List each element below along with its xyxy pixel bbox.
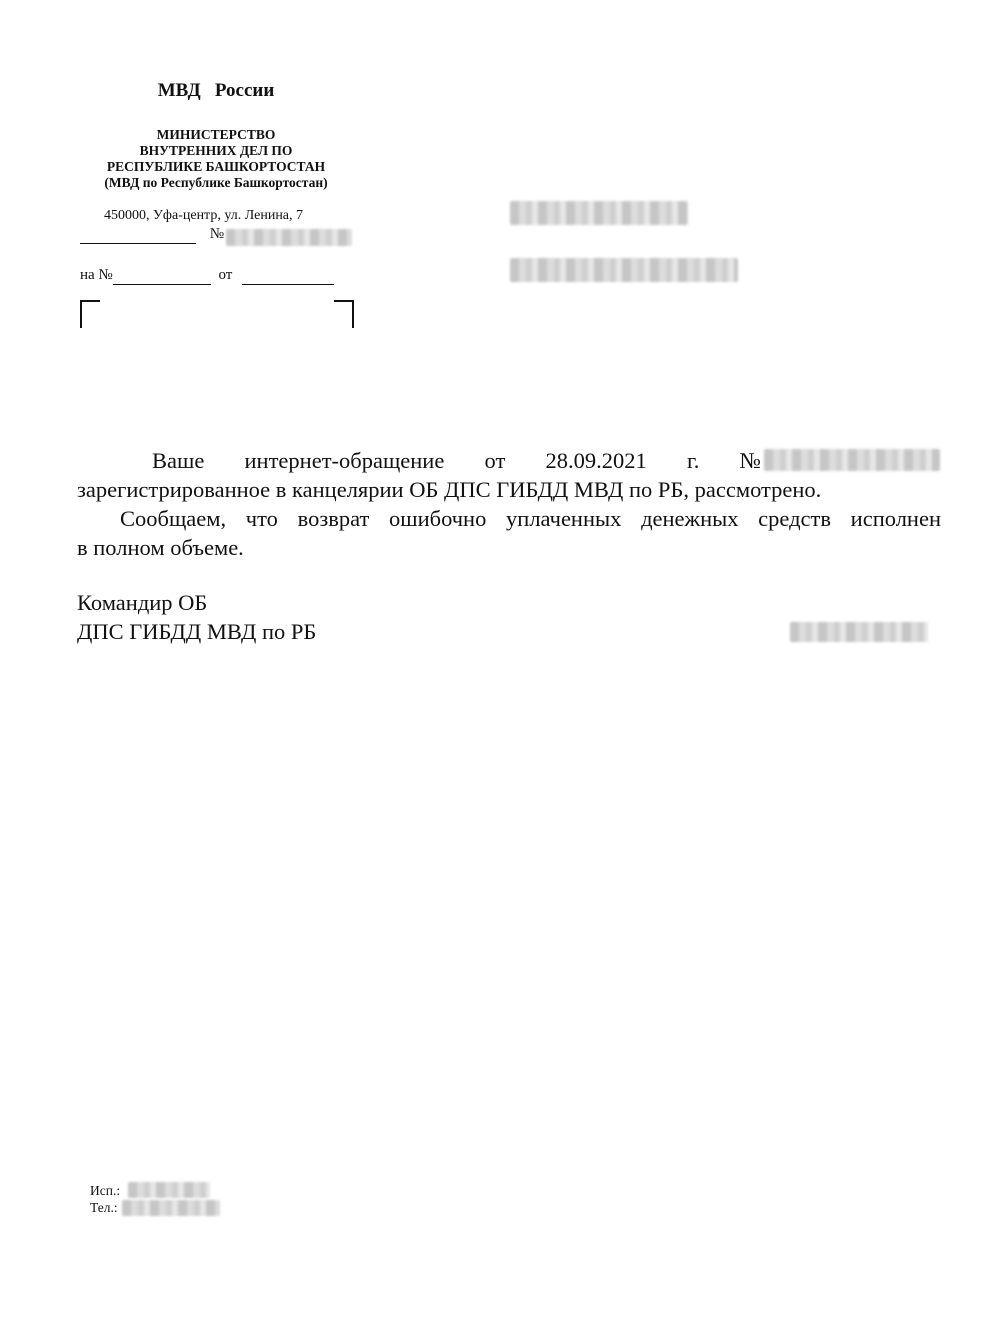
org-short-name: МВД России [157, 80, 275, 101]
redacted-addressee-address [510, 258, 738, 282]
org-full-line: МИНИСТЕРСТВО [156, 127, 276, 142]
redacted-executor-name [128, 1182, 210, 1198]
body-paragraph-1-line-1: Ваше интернет-обращение от 28.09.2021 г. № [152, 448, 761, 473]
number-sign: № [209, 226, 225, 242]
redacted-signatory-name [790, 622, 928, 642]
ref-date-label: от [218, 267, 233, 283]
org-full-line: ВНУТРЕННИХ ДЕЛ ПО [139, 143, 293, 158]
org-full-line: (МВД по Республике Башкортостан) [104, 175, 328, 190]
phone-label: Тел.: [90, 1200, 118, 1215]
org-full-name [80, 127, 352, 191]
executor-label: Исп.: [90, 1183, 121, 1198]
address-field-corner-right [334, 300, 354, 328]
body-paragraph-1-line-2: зарегистрированное в канцелярии ОБ ДПС ГИБДД МВД по РБ, рассмотрено. [77, 477, 822, 502]
ref-date-blank [242, 267, 334, 285]
ref-number-blank [113, 267, 211, 285]
redacted-appeal-number [764, 449, 940, 471]
org-address: 450000, Уфа-центр, ул. Ленина, 7 [104, 208, 304, 223]
body-paragraph-2-line-1: Сообщаем, что возврат ошибочно уплаченных денежных средств исполнен [120, 506, 941, 531]
signatory-title-line-2: ДПС ГИБДД МВД по РБ [77, 619, 317, 644]
reference-line [80, 267, 334, 285]
outgoing-date-number-line [80, 226, 224, 244]
org-full-line: РЕСПУБЛИКЕ БАШКОРТОСТАН [106, 159, 326, 174]
outgoing-date-blank [80, 226, 196, 244]
address-field-corner-left [80, 300, 100, 328]
redacted-addressee-name [510, 201, 688, 225]
redacted-outgoing-number [226, 229, 352, 246]
body-paragraph-2-line-2: в полном объеме. [77, 535, 244, 560]
redacted-executor-phone [122, 1200, 220, 1216]
ref-number-label: на № [80, 267, 113, 283]
signatory-title-line-1: Командир ОБ [77, 590, 208, 615]
